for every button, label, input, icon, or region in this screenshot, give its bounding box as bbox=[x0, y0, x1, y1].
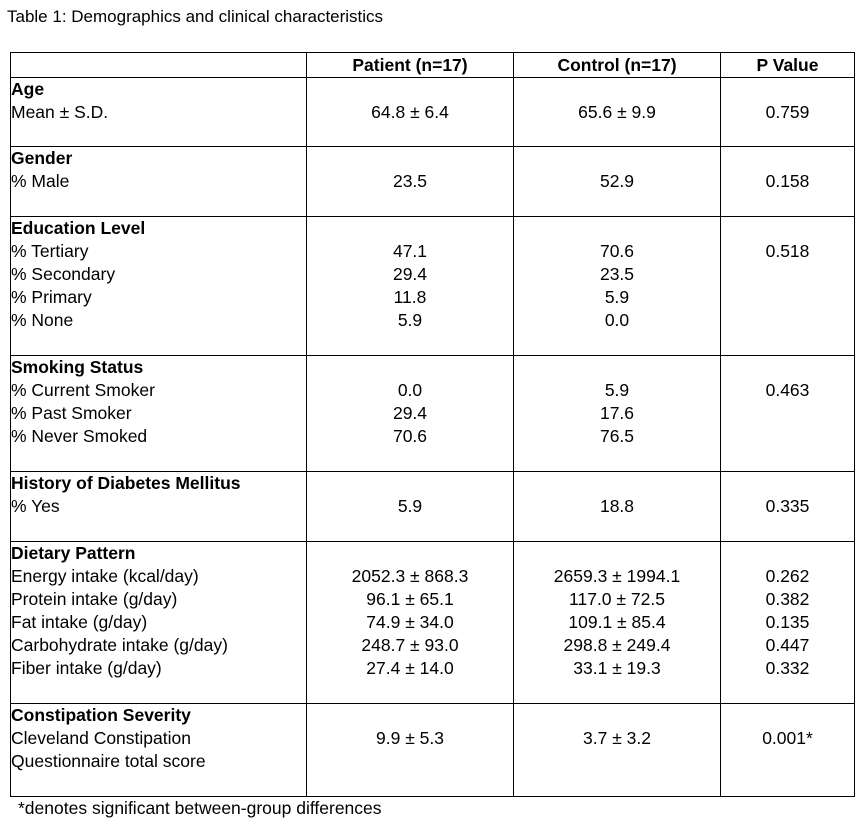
p-value: 0.135 bbox=[765, 612, 810, 632]
patient-value-cell bbox=[307, 472, 514, 542]
p-value-cell bbox=[721, 356, 855, 472]
p-value bbox=[721, 309, 854, 332]
patient-value: 47.1 bbox=[392, 241, 428, 261]
header-spacer bbox=[514, 147, 720, 170]
patient-value: 5.9 bbox=[397, 496, 423, 516]
patient-value: 27.4 ± 14.0 bbox=[366, 658, 454, 678]
patient-value-cell bbox=[307, 217, 514, 356]
section-header: Education Level bbox=[11, 218, 146, 238]
p-value-cell bbox=[721, 147, 855, 217]
row-label: % Tertiary bbox=[11, 241, 89, 261]
control-value: 2659.3 ± 1994.1 bbox=[553, 566, 681, 586]
p-value bbox=[721, 750, 854, 773]
control-value: 3.7 ± 3.2 bbox=[583, 728, 651, 748]
section-label-cell bbox=[11, 704, 307, 797]
header-spacer bbox=[721, 704, 854, 727]
header-spacer bbox=[514, 356, 720, 379]
patient-value-cell bbox=[307, 542, 514, 704]
patient-value: 29.4 bbox=[392, 403, 428, 423]
control-value: 18.8 bbox=[599, 496, 635, 516]
patient-value: 64.8 ± 6.4 bbox=[371, 102, 449, 122]
patient-value: 23.5 bbox=[392, 171, 428, 191]
header-spacer bbox=[307, 542, 513, 565]
patient-value: 70.6 bbox=[392, 426, 428, 446]
section-header: Smoking Status bbox=[11, 357, 144, 377]
control-value: 0.0 bbox=[604, 310, 630, 330]
control-value: 65.6 ± 9.9 bbox=[578, 102, 656, 122]
header-spacer bbox=[307, 217, 513, 240]
p-value: 0.158 bbox=[765, 171, 810, 191]
control-value-cell bbox=[514, 542, 721, 704]
table-row bbox=[11, 217, 855, 356]
header-spacer bbox=[514, 78, 720, 101]
row-label: Fiber intake (g/day) bbox=[11, 658, 162, 678]
header-empty bbox=[11, 53, 307, 78]
table-row bbox=[11, 78, 855, 147]
header-spacer bbox=[721, 542, 854, 565]
footnote: *denotes significant between-group differences bbox=[18, 798, 382, 818]
patient-value: 0.0 bbox=[397, 380, 423, 400]
section-label-cell bbox=[11, 147, 307, 217]
p-value: 0.463 bbox=[765, 380, 810, 400]
p-value-cell bbox=[721, 78, 855, 147]
row-label: % Male bbox=[11, 171, 70, 191]
patient-value-cell bbox=[307, 356, 514, 472]
demographics-table bbox=[10, 52, 855, 797]
header-spacer bbox=[514, 704, 720, 727]
header-spacer bbox=[514, 217, 720, 240]
p-value: 0.447 bbox=[765, 635, 810, 655]
control-value: 17.6 bbox=[599, 403, 635, 423]
control-value: 33.1 ± 19.3 bbox=[573, 658, 661, 678]
p-value bbox=[721, 263, 854, 286]
control-value-cell bbox=[514, 78, 721, 147]
p-value: 0.262 bbox=[765, 566, 810, 586]
control-value: 298.8 ± 249.4 bbox=[563, 635, 671, 655]
row-label: Questionnaire total score bbox=[11, 751, 206, 771]
control-value: 5.9 bbox=[604, 287, 630, 307]
section-header: Constipation Severity bbox=[11, 705, 191, 725]
row-label: Energy intake (kcal/day) bbox=[11, 566, 199, 586]
control-value: 5.9 bbox=[604, 380, 630, 400]
control-value-cell bbox=[514, 472, 721, 542]
table-row bbox=[11, 472, 855, 542]
row-label: % None bbox=[11, 310, 74, 330]
patient-value: 11.8 bbox=[393, 287, 427, 307]
table-row bbox=[11, 704, 855, 797]
header-p-value: P Value bbox=[721, 53, 855, 78]
p-value-cell bbox=[721, 217, 855, 356]
header-spacer bbox=[307, 472, 513, 495]
patient-value: 2052.3 ± 868.3 bbox=[351, 566, 469, 586]
section-header: Gender bbox=[11, 148, 73, 168]
header-spacer bbox=[721, 147, 854, 170]
control-value: 70.6 bbox=[599, 241, 635, 261]
row-label: % Current Smoker bbox=[11, 380, 155, 400]
control-value: 117.0 ± 72.5 bbox=[569, 589, 665, 609]
control-value bbox=[514, 750, 720, 773]
patient-value-cell bbox=[307, 147, 514, 217]
p-value: 0.335 bbox=[765, 496, 810, 516]
control-value-cell bbox=[514, 356, 721, 472]
table-row bbox=[11, 147, 855, 217]
row-label: % Secondary bbox=[11, 264, 116, 284]
patient-value: 9.9 ± 5.3 bbox=[376, 728, 444, 748]
header-spacer bbox=[721, 472, 854, 495]
p-value: 0.332 bbox=[765, 658, 810, 678]
header-spacer bbox=[721, 217, 854, 240]
header-spacer bbox=[721, 356, 854, 379]
control-value-cell bbox=[514, 217, 721, 356]
row-label: % Never Smoked bbox=[11, 426, 148, 446]
patient-value-cell bbox=[307, 704, 514, 797]
p-value bbox=[721, 425, 854, 448]
patient-value: 74.9 ± 34.0 bbox=[366, 612, 454, 632]
table-caption: Table 1: Demographics and clinical characteristics bbox=[7, 7, 384, 26]
header-spacer bbox=[307, 147, 513, 170]
row-label: Cleveland Constipation bbox=[11, 728, 191, 748]
section-label-cell bbox=[11, 356, 307, 472]
section-label-cell bbox=[11, 472, 307, 542]
row-label: Protein intake (g/day) bbox=[11, 589, 178, 609]
header-control: Control (n=17) bbox=[514, 53, 721, 78]
p-value bbox=[721, 402, 854, 425]
control-value: 23.5 bbox=[599, 264, 635, 284]
table-row bbox=[11, 356, 855, 472]
section-label-cell bbox=[11, 217, 307, 356]
header-row bbox=[11, 53, 855, 78]
section-header: History of Diabetes Mellitus bbox=[11, 473, 241, 493]
p-value bbox=[721, 286, 854, 309]
header-spacer bbox=[514, 472, 720, 495]
row-label: Carbohydrate intake (g/day) bbox=[11, 635, 228, 655]
row-label: % Yes bbox=[11, 496, 60, 516]
patient-value: 248.7 ± 93.0 bbox=[361, 635, 459, 655]
p-value: 0.001* bbox=[762, 728, 813, 748]
p-value-cell bbox=[721, 704, 855, 797]
patient-value: 5.9 bbox=[397, 310, 423, 330]
control-value: 109.1 ± 85.4 bbox=[568, 612, 666, 632]
control-value: 76.5 bbox=[599, 426, 635, 446]
p-value-cell bbox=[721, 542, 855, 704]
section-header: Age bbox=[11, 79, 45, 99]
patient-value-cell bbox=[307, 78, 514, 147]
section-label-cell bbox=[11, 542, 307, 704]
header-spacer bbox=[514, 542, 720, 565]
row-label: Fat intake (g/day) bbox=[11, 612, 148, 632]
header-spacer bbox=[721, 78, 854, 101]
section-header: Dietary Pattern bbox=[11, 543, 136, 563]
row-label: % Primary bbox=[11, 287, 92, 307]
row-label: % Past Smoker bbox=[11, 403, 132, 423]
section-label-cell bbox=[11, 78, 307, 147]
header-spacer bbox=[307, 78, 513, 101]
p-value-cell bbox=[721, 472, 855, 542]
patient-value bbox=[307, 750, 513, 773]
row-label: Mean ± S.D. bbox=[11, 102, 109, 122]
header-spacer bbox=[307, 704, 513, 727]
header-patient: Patient (n=17) bbox=[307, 53, 514, 78]
p-value: 0.382 bbox=[765, 589, 810, 609]
control-value: 52.9 bbox=[599, 171, 635, 191]
table-row bbox=[11, 542, 855, 704]
p-value: 0.518 bbox=[765, 241, 810, 261]
control-value-cell bbox=[514, 704, 721, 797]
patient-value: 29.4 bbox=[392, 264, 428, 284]
header-spacer bbox=[307, 356, 513, 379]
patient-value: 96.1 ± 65.1 bbox=[366, 589, 454, 609]
p-value: 0.759 bbox=[765, 102, 810, 122]
control-value-cell bbox=[514, 147, 721, 217]
